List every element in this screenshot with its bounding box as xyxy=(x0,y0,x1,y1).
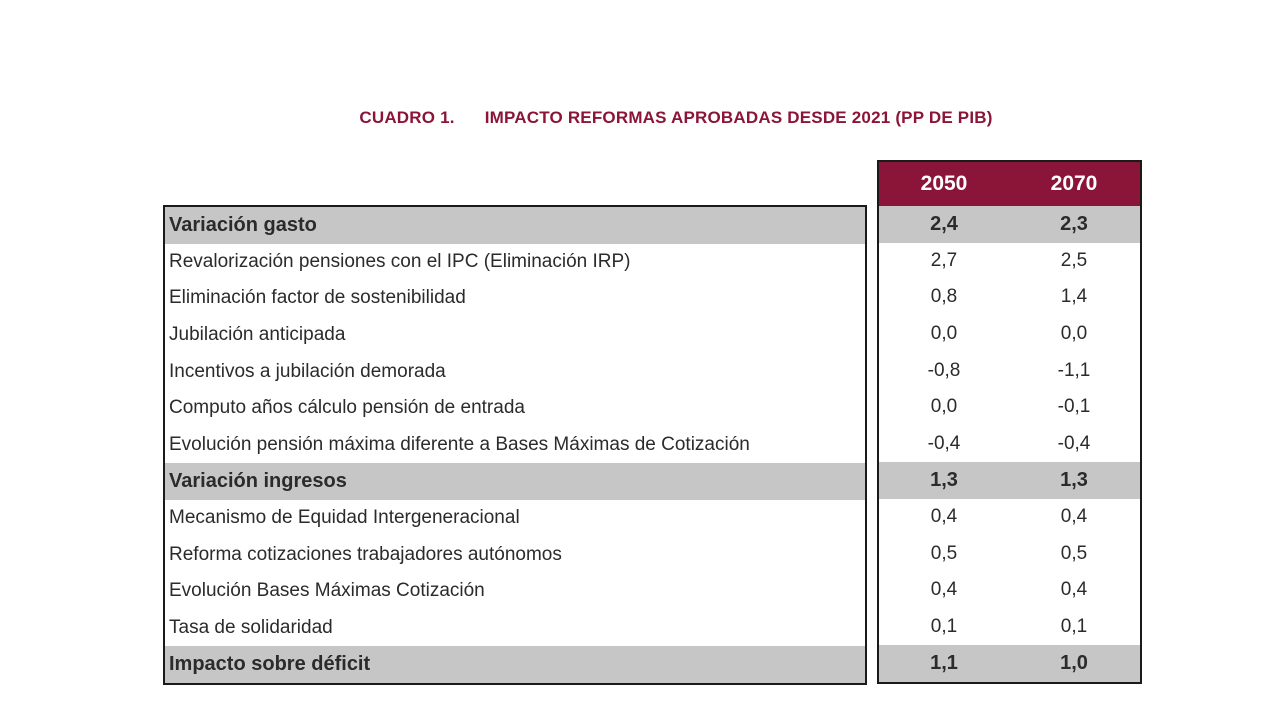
summary-row-values xyxy=(879,206,1140,243)
row-values xyxy=(879,389,1140,426)
summary-row-label: Impacto sobre déficit xyxy=(165,646,865,683)
summary-row-label: Variación ingresos xyxy=(165,463,865,500)
row-labels-panel xyxy=(163,205,867,685)
values-panel xyxy=(877,160,1142,684)
value-2070: -0,4 xyxy=(1057,432,1091,454)
value-2050: 0,8 xyxy=(930,286,958,308)
row-label: Computo años cálculo pensión de entrada xyxy=(169,397,525,419)
value-2050: 0,5 xyxy=(930,542,958,564)
column-header-2070: 2070 xyxy=(1050,172,1098,195)
value-2050: 1,3 xyxy=(930,468,958,491)
value-2050: 0,4 xyxy=(930,506,958,528)
value-2070: -0,1 xyxy=(1057,396,1091,418)
value-2070: 0,1 xyxy=(1060,615,1088,637)
row-values xyxy=(879,352,1140,389)
value-2050: 1,1 xyxy=(930,651,958,674)
value-2050: 0,4 xyxy=(930,579,958,601)
row-label: Eliminación factor de sostenibilidad xyxy=(169,287,466,309)
summary-row-values xyxy=(879,645,1140,682)
value-2050: 0,0 xyxy=(930,323,958,345)
year-header xyxy=(879,162,1140,206)
value-2070: 0,4 xyxy=(1060,579,1088,601)
value-2070: 0,0 xyxy=(1060,323,1088,345)
value-2070: 0,5 xyxy=(1060,542,1088,564)
table-title xyxy=(0,108,1266,128)
summary-row-values xyxy=(879,462,1140,499)
value-2050: 0,1 xyxy=(930,615,958,637)
row-label: Incentivos a jubilación demorada xyxy=(169,360,446,382)
value-2050: 0,0 xyxy=(930,396,958,418)
summary-row-label: Variación gasto xyxy=(165,207,865,244)
table-number: CUADRO 1. xyxy=(359,108,455,127)
value-2070: 1,3 xyxy=(1060,468,1088,491)
value-2070: 1,4 xyxy=(1060,286,1088,308)
row-label: Tasa de solidaridad xyxy=(169,616,333,638)
value-2070: -1,1 xyxy=(1057,359,1091,381)
row-values xyxy=(879,279,1140,316)
row-label: Revalorización pensiones con el IPC (Eliminación IRP) xyxy=(169,250,631,272)
value-2070: 1,0 xyxy=(1060,651,1088,674)
row-values xyxy=(879,316,1140,353)
value-2050: 2,7 xyxy=(930,249,958,271)
row-values xyxy=(879,535,1140,572)
row-label: Evolución pensión máxima diferente a Bases Máximas de Cotización xyxy=(169,433,750,455)
value-2070: 2,3 xyxy=(1060,212,1088,235)
row-values xyxy=(879,426,1140,463)
table-caption: IMPACTO REFORMAS APROBADAS DESDE 2021 (PP DE PIB) xyxy=(484,108,993,127)
row-label: Jubilación anticipada xyxy=(169,324,346,346)
row-label: Evolución Bases Máximas Cotización xyxy=(169,580,485,602)
row-values xyxy=(879,499,1140,536)
row-label: Reforma cotizaciones trabajadores autónomos xyxy=(169,543,562,565)
value-2050: -0,8 xyxy=(927,359,961,381)
value-2070: 0,4 xyxy=(1060,506,1088,528)
value-2050: 2,4 xyxy=(930,212,958,235)
value-2070: 2,5 xyxy=(1060,249,1088,271)
value-2050: -0,4 xyxy=(927,432,961,454)
row-values xyxy=(879,609,1140,646)
row-label: Mecanismo de Equidad Intergeneracional xyxy=(169,507,520,529)
row-values xyxy=(879,243,1140,280)
column-header-2050: 2050 xyxy=(920,172,968,195)
row-values xyxy=(879,572,1140,609)
